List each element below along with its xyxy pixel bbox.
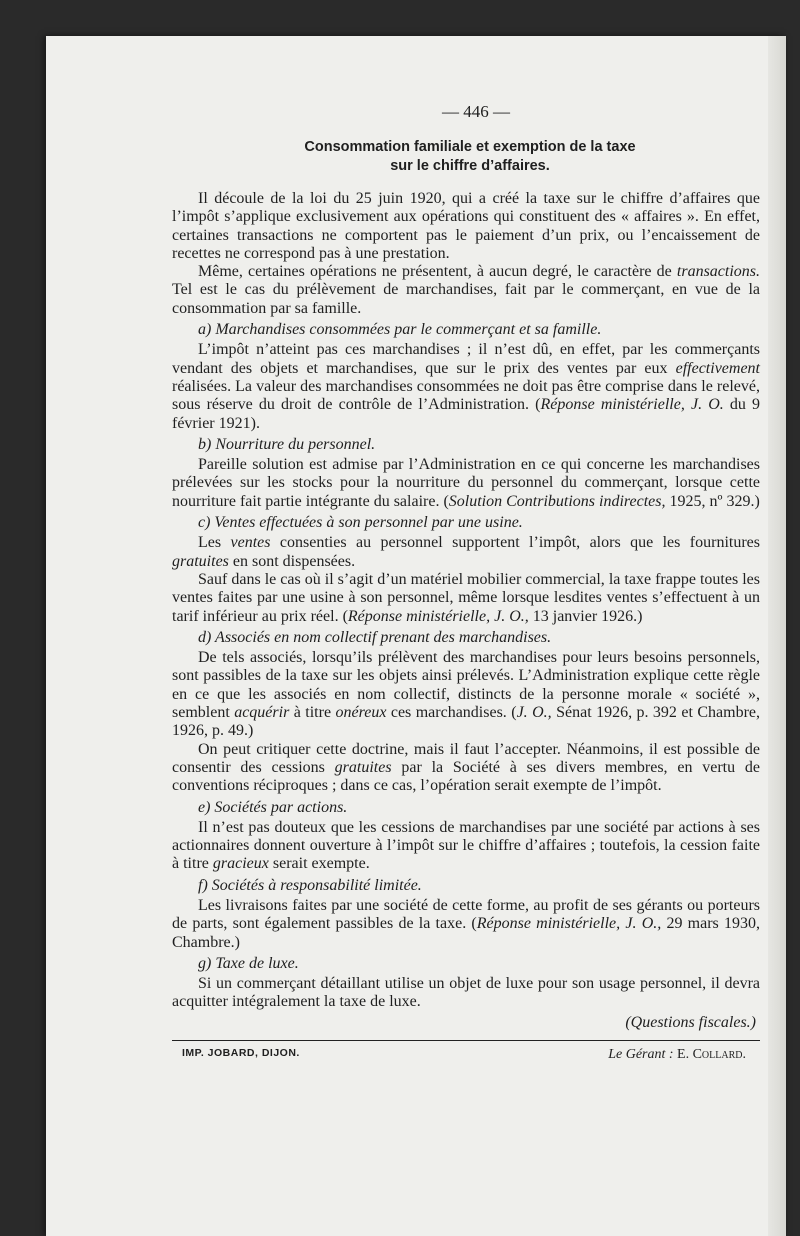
section-g-paragraph: Si un commerçant détaillant utilise un objet de luxe pour son usage personnel, il devra acquitter intégralement la taxe de luxe.: [172, 975, 760, 1011]
footer: [172, 1047, 760, 1063]
footer-rule: [172, 1040, 760, 1041]
title-line-1: Consommation familiale et exemption de la taxe: [304, 139, 636, 155]
page-edge: [768, 36, 786, 1236]
page-content: [172, 96, 760, 1063]
section-d-paragraph-2: On peut critiquer cette doctrine, mais il faut l’accepter. Néanmoins, il est possible de consentir des cessions gratuites par la Société à ses divers membres, en vertu de conventions réciproques ; dans ce cas, l’opération serait exempte de l’impôt.: [172, 740, 760, 795]
section-a-paragraph: L’impôt n’atteint pas ces marchandises ; il n’est dû, en effet, par les commerçants vendant des objets et marchandises, que sur le prix des ventes par eux effectivement réalisées. La valeur des marchandises consommées ne doit pas être comprise dans le relevé, sous réserve du droit de contrôle de l’Administration. (Réponse ministérielle, J. O. du 9 février 1921).: [172, 341, 761, 432]
page-number: — 446 —: [442, 102, 510, 121]
section-c-heading: c) Ventes effectuées à son personnel par une usine.: [198, 514, 523, 532]
section-c-paragraph-1: Les ventes consenties au personnel supportent l’impôt, alors que les fournitures gratuites en sont dispensées.: [172, 534, 760, 570]
document-page: [46, 36, 786, 1236]
section-d-heading: d) Associés en nom collectif prenant des marchandises.: [198, 628, 552, 646]
gerant-credit: Le Gérant : E. Collard.: [608, 1047, 746, 1063]
section-e-heading: e) Sociétés par actions.: [198, 798, 348, 816]
intro-paragraph-2: Même, certaines opérations ne présentent, à aucun degré, le caractère de transactions. Tel est le cas du prélèvement de marchandises, fait par le commerçant, en vue de la consommation par sa famille.: [172, 263, 761, 317]
section-f-heading: f) Sociétés à responsabilité limitée.: [198, 876, 422, 894]
emphasis-transactions: transactions.: [676, 263, 761, 281]
section-a-heading: a) Marchandises consommées par le commerçant et sa famille.: [198, 321, 602, 339]
title-line-2: sur le chiffre d’affaires.: [390, 158, 550, 174]
section-d-paragraph-1: De tels associés, lorsqu’ils prélèvent des marchandises pour leurs besoins personnels, sont passibles de la taxe sur les objets ainsi prélevés. L’Administration explique cette règle en ce que les associés en nom collectif, distincts de la personne morale « société », semblent acquérir à titre onéreux ces marchandises. (J. O., Sénat 1926, p. 392 et Chambre, 1926, p. 49.): [172, 649, 760, 740]
section-c-paragraph-2: Sauf dans le cas où il s’agit d’un matériel mobilier commercial, la taxe frappe toutes les ventes faites par une usine à son personnel, même lorsque lesdites ventes s’effectuent à un tarif inférieur au prix réel. (Réponse ministérielle, J. O., 13 janvier 1926.): [172, 570, 760, 625]
section-g-heading: g) Taxe de luxe.: [198, 954, 299, 972]
section-f-paragraph: Les livraisons faites par une société de cette forme, au profit de ses gérants ou porteurs de parts, sont également passibles de la taxe. (Réponse ministérielle, J. O., 29 mars 1930, Chambre.): [172, 896, 761, 951]
article-body: [172, 190, 760, 1032]
printer-credit: IMP. JOBARD, DIJON.: [182, 1047, 300, 1060]
signature: (Questions fiscales.): [625, 1013, 756, 1031]
section-b-heading: b) Nourriture du personnel.: [198, 435, 376, 453]
section-e-paragraph: Il n’est pas douteux que les cessions de marchandises par une société par actions à ses actionnaires donnent ouverture à l’impôt sur le chiffre d’affaires ; toutefois, la cession faite à titre gracieux serait exempte.: [172, 818, 760, 873]
article-title: [172, 138, 760, 176]
intro-paragraph-1: Il découle de la loi du 25 juin 1920, qui a créé la taxe sur le chiffre d’affaires que l’impôt s’applique exclusivement aux opérations qui constituent des « affaires ». En effet, certaines transactions ne comportent pas le paiement d’un prix, ou l’encaissement de recettes ne correspond pas à une prestation.: [172, 190, 760, 262]
section-b-paragraph: Pareille solution est admise par l’Administration en ce qui concerne les marchandises prélevées sur les stocks pour la nourriture du personnel du commerçant, lorsque cette nourriture fait partie intégrante du salaire. (Solution Contributions indirectes, 1925, nº 329.): [172, 456, 760, 510]
